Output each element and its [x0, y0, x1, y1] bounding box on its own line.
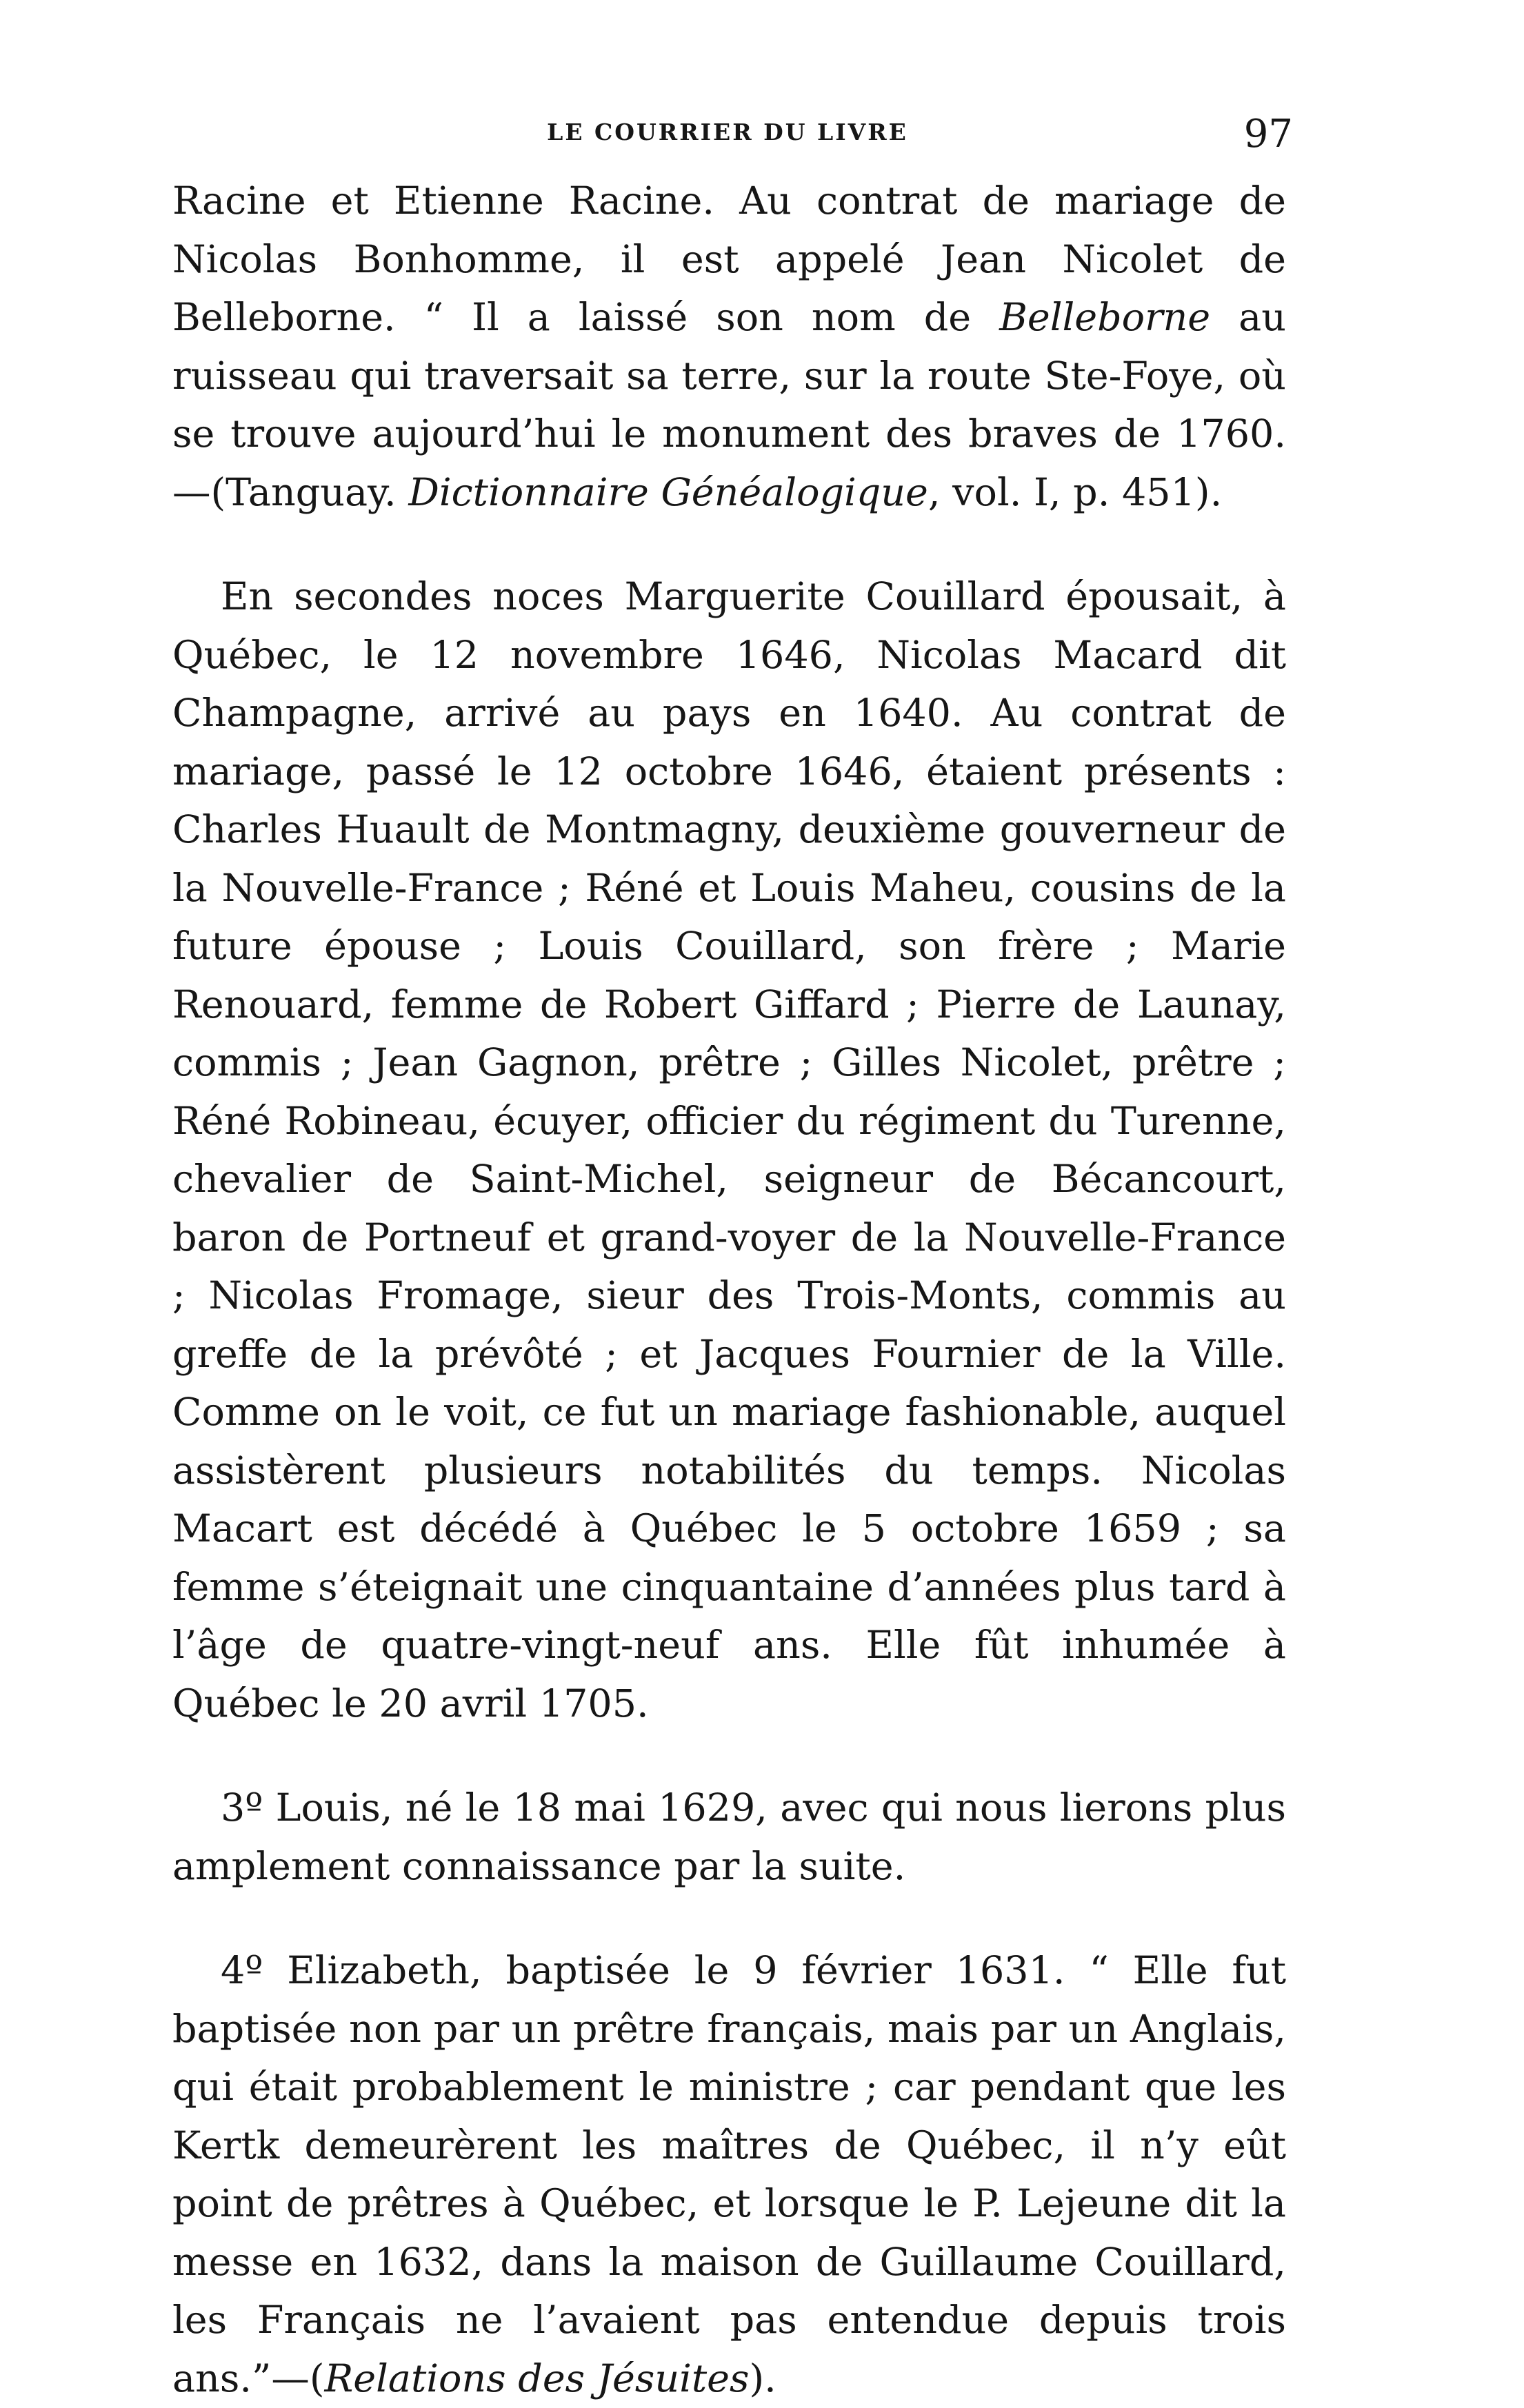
paragraph-text: Racine et Etienne Racine. Au contrat de mariage de Nicolas Bonhomme, il est appelé Jean Nicolet de Belleborne. “ Il a laissé son nom de — [172, 179, 1286, 340]
paragraph-continuation — [172, 172, 1286, 522]
running-title: LE COURRIER DU LIVRE — [547, 119, 908, 145]
italic-title: Dictionnaire Généalogique — [408, 469, 928, 515]
paragraph-elizabeth — [172, 1942, 1286, 2408]
italic-title: Relations des Jésuites — [324, 2356, 750, 2401]
italic-term: Belleborne — [999, 295, 1211, 340]
page-number: 97 — [1243, 112, 1293, 156]
paragraph-text: ). — [749, 2356, 776, 2401]
paragraph-text: au ruisseau qui traversait sa terre, sur la route Ste-Foye, où se trouve aujourd’hui le monument des braves de 1760.—(Tanguay. — [172, 295, 1286, 515]
paragraph-louis: 3º Louis, né le 18 mai 1629, avec qui nous lierons plus amplement connaissance par la suite. — [172, 1785, 1286, 1889]
paragraph-second-marriage: En secondes noces Marguerite Couillard épousait, à Québec, le 12 novembre 1646, Nicolas Macard dit Champagne, arrivé au pays en 1640. Au contrat de mariage, passé le 12 octobre 1646, étaient présents : Charles Huault de Montmagny, deuxième gouverneur de la Nouvelle-France ; Réné et Louis Maheu, cousins de la future épouse ; Louis Couillard, son frère ; Marie Renouard, femme de Robert Giffard ; Pierre de Launay, commis ; Jean Gagnon, prêtre ; Gilles Nicolet, prêtre ; Réné Robineau, écuyer, officier du régiment du Turenne, chevalier de Saint-Michel, seigneur de Bécancourt, baron de Portneuf et grand-voyer de la Nouvelle-France ; Nicolas Fromage, sieur des Trois-Monts, commis au greffe de la prévôté ; et Jacques Fournier de la Ville. Comme on le voit, ce fut un mariage fashionable, auquel assistèrent plusieurs notabilités du temps. Nicolas Macart est décédé à Québec le 5 octobre 1659 ; sa femme s’éteignait une cinquantaine d’années plus tard à l’âge de quatre-vingt-neuf ans. Elle fût inhumée à Québec le 20 avril 1705. — [172, 574, 1286, 1726]
paragraph-text: , vol. I, p. 451). — [928, 469, 1223, 515]
paragraph-text: 4º Elizabeth, baptisée le 9 février 1631. “ Elle fut baptisée non par un prêtre français, mais par un Anglais, qui était probablement le ministre ; car pendant que les Kertk demeurèrent les maîtres de Québec, il n’y eût point de prêtres à Québec, et lorsque le P. Lejeune dit la messe en 1632, dans la maison de Guillaume Couillard, les Français ne l’avaient pas entendue depuis trois ans.”—( — [172, 1948, 1286, 2401]
running-head — [172, 112, 1293, 164]
body-text — [172, 172, 1286, 2408]
